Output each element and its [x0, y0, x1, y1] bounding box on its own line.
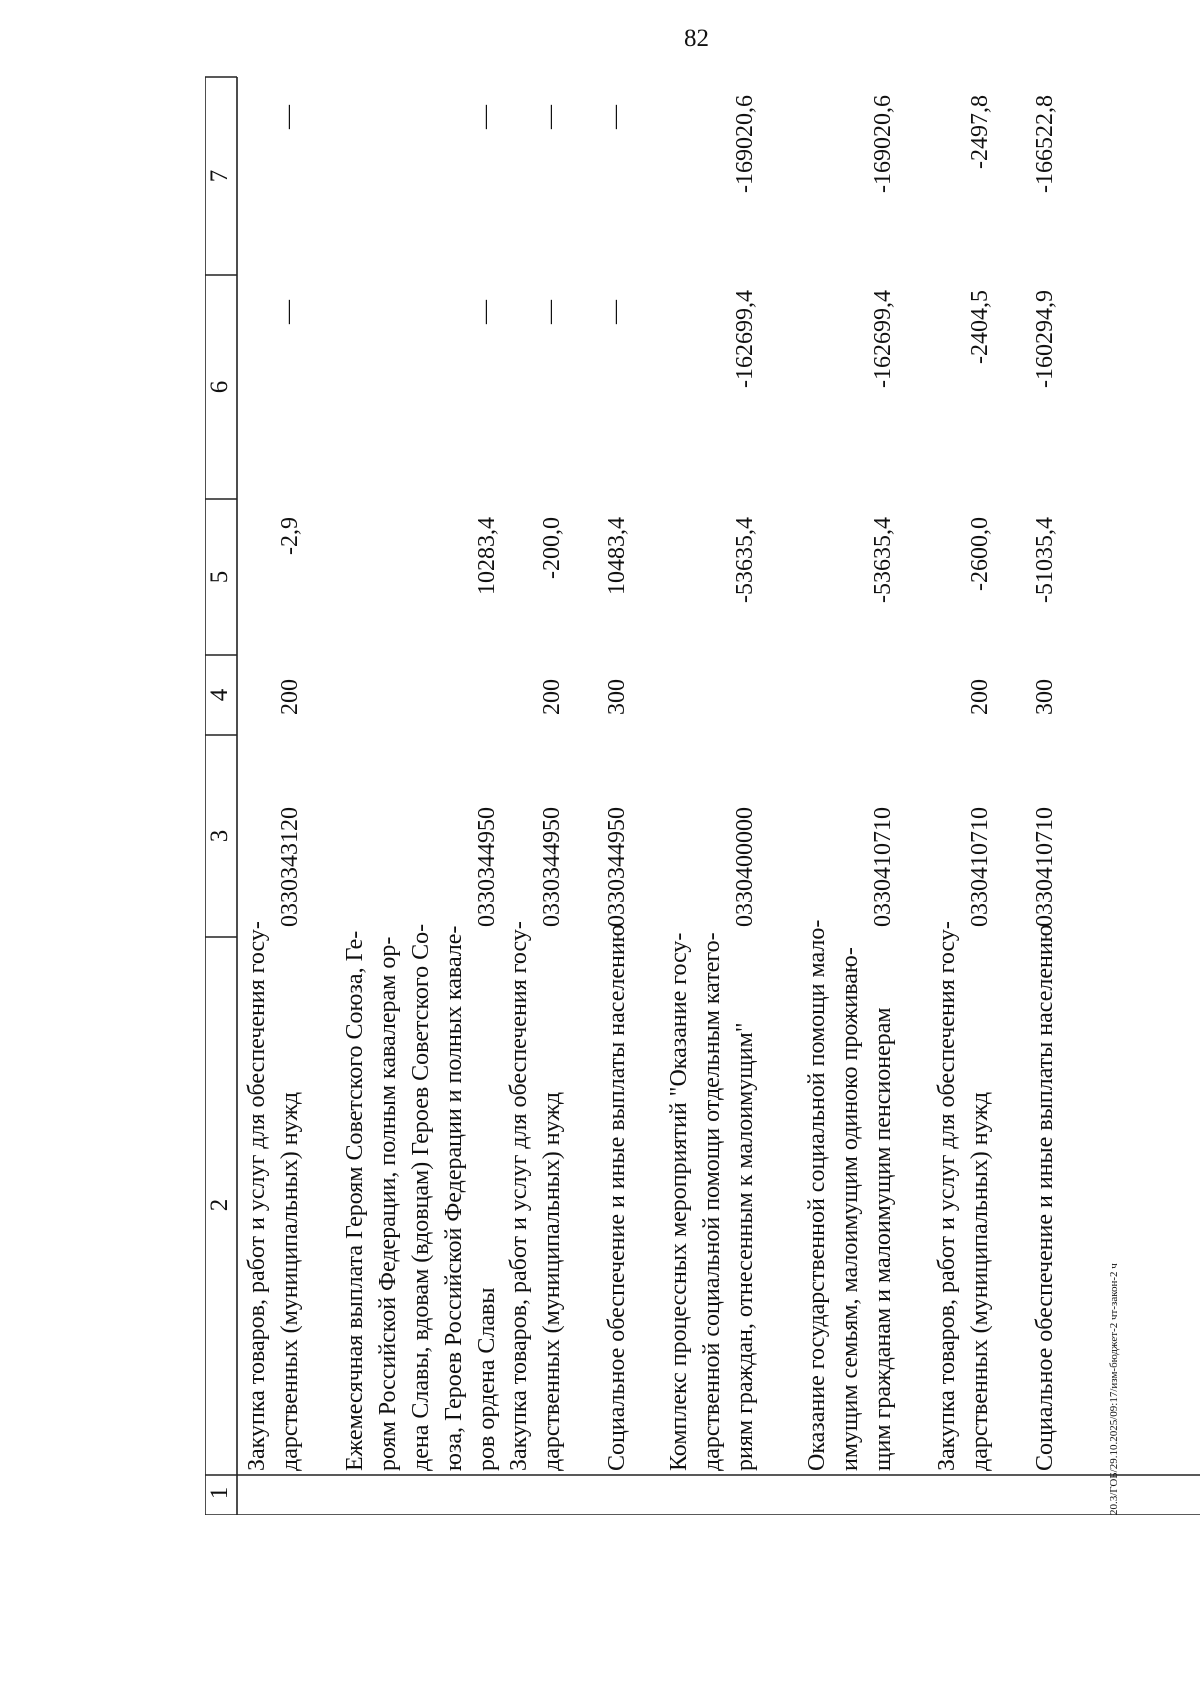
row-1-name-line: роям Российской Федерации, полным кавалерам ор- [375, 936, 401, 1471]
row-5-name-line: имущим семьям, малоимущим одиноко проживаю- [837, 947, 863, 1471]
row-5-c5-value: -53635,4 [870, 517, 896, 603]
page-number: 82 [684, 25, 709, 52]
row-6-c7-value: -2497,8 [967, 95, 993, 169]
row-2-name-line: дарственных (муниципальных) нужд [539, 1091, 565, 1471]
header-col-2: 2 [206, 1198, 233, 1212]
header-col-4: 4 [206, 688, 233, 702]
row-6-type: 200 [967, 679, 993, 715]
row-2-c7-dash: — [537, 105, 563, 129]
row-4-name-line: дарственной социальной помощи отдельным катего- [699, 932, 725, 1471]
row-6-name-line: дарственных (муниципальных) нужд [967, 1091, 993, 1471]
row-7-c7-value: -166522,8 [1032, 95, 1058, 193]
row-5-name-line: щим гражданам и малоимущим пенсионерам [870, 1007, 896, 1471]
row-5-code: 0330410710 [870, 807, 896, 927]
row-5-name-line: Оказание государственной социальной помощи мало- [804, 919, 830, 1471]
footer-stamp: 20.3/ГОБ/29.10.2025/09:17/изм-бюджет-2 чт-закон-2 ч [1108, 1263, 1120, 1515]
row-4-name-line: Комплекс процессных мероприятий "Оказание госу- [666, 932, 692, 1471]
row-5-c7-value: -169020,6 [870, 95, 896, 193]
row-2-code: 0330344950 [539, 807, 565, 927]
row-7-type: 300 [1032, 679, 1058, 715]
row-0-name-line: дарственных (муниципальных) нужд [277, 1091, 303, 1471]
row-1-name-line: ров ордена Славы [474, 1287, 500, 1471]
row-0-c5-value: -2,9 [277, 517, 303, 555]
row-1-name-line: Ежемесячная выплата Героям Советского Союза, Ге- [342, 930, 368, 1471]
row-3-c7-dash: — [602, 105, 628, 129]
row-0-type: 200 [277, 679, 303, 715]
header-col-1: 1 [206, 1486, 233, 1500]
row-2-c6-dash: — [537, 300, 563, 324]
row-1-c6-dash: — [472, 300, 498, 324]
row-1-c7-dash: — [472, 105, 498, 129]
row-5-c6-value: -162699,4 [870, 290, 896, 388]
row-6-name-line: Закупка товаров, работ и услуг для обеспечения госу- [934, 921, 960, 1471]
row-7-name-line: Социальное обеспечение и иные выплаты населению [1032, 924, 1058, 1471]
row-4-c7-value: -169020,6 [732, 95, 758, 193]
row-3-name-line: Социальное обеспечение и иные выплаты населению [604, 924, 630, 1471]
row-1-name-line: юза, Героев Российской Федерации и полных кавале- [441, 925, 467, 1471]
row-4-c6-value: -162699,4 [732, 290, 758, 388]
row-7-code: 0330410710 [1032, 807, 1058, 927]
row-7-c5-value: -51035,4 [1032, 517, 1058, 603]
row-1-c5-value: 10283,4 [474, 517, 500, 595]
row-2-c5-value: -200,0 [539, 517, 565, 579]
row-0-name-line: Закупка товаров, работ и услуг для обеспечения госу- [244, 921, 270, 1471]
row-6-code: 0330410710 [967, 807, 993, 927]
row-3-code: 0330344950 [604, 807, 630, 927]
header-col-6: 6 [206, 380, 233, 394]
row-4-c5-value: -53635,4 [732, 517, 758, 603]
row-6-c5-value: -2600,0 [967, 517, 993, 591]
row-7-c6-value: -160294,9 [1032, 290, 1058, 388]
budget-table [205, 75, 1200, 1515]
row-0-code: 0330343120 [277, 807, 303, 927]
row-1-name-line: дена Славы, вдовам (вдовцам) Героев Советского Со- [408, 923, 434, 1471]
row-3-c6-dash: — [602, 300, 628, 324]
header-col-7: 7 [206, 169, 233, 183]
row-0-c7-dash: — [275, 105, 301, 129]
header-col-5: 5 [206, 570, 233, 584]
row-2-name-line: Закупка товаров, работ и услуг для обеспечения госу- [506, 921, 532, 1471]
row-4-code: 0330400000 [732, 807, 758, 927]
row-4-name-line: риям граждан, отнесенным к малоимущим" [732, 1022, 758, 1471]
row-2-type: 200 [539, 679, 565, 715]
header-col-3: 3 [206, 829, 233, 843]
row-3-c5-value: 10483,4 [604, 517, 630, 595]
row-1-code: 0330344950 [474, 807, 500, 927]
row-0-c6-dash: — [275, 300, 301, 324]
row-3-type: 300 [604, 679, 630, 715]
row-6-c6-value: -2404,5 [967, 290, 993, 364]
